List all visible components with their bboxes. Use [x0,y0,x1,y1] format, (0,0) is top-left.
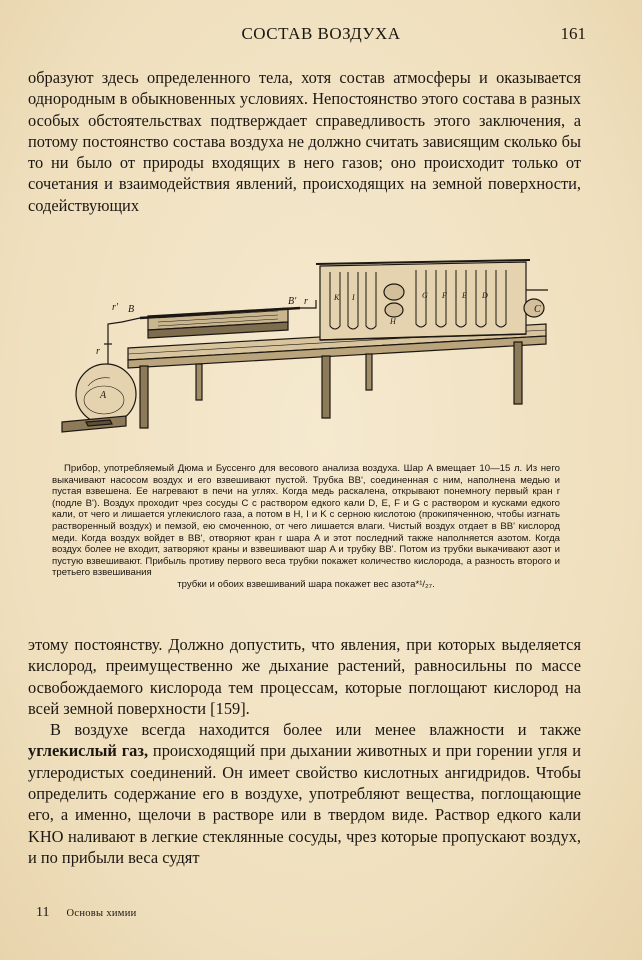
text-block-top [28,67,581,216]
label-r-left: r [96,346,100,357]
label-d: D [482,291,488,300]
p2-start: В воздухе всегда находится более или менее влажности и также [50,720,581,740]
term-carbon-dioxide: углекислый газ, [28,741,149,761]
label-r-prime: r' [112,302,119,313]
label-f: F [442,291,447,300]
caption-last-line: трубки и обоих взвешиваний шара покажет вес азота*¹/₂₇. [177,578,435,590]
book-title: Основы химии [66,908,137,919]
label-e: E [462,291,467,300]
paragraph-continuation: образуют здесь определенного тела, хотя состав атмосферы и оказывается однородным в обыкновенных условиях. Непостоянство этого состава в разных особых обстоятельствах подтверждает справедливость этого заключения, а потому постоянство состава воздуха не должно считать зависящим сколько бы то ни было от природы входящих в него газов; оно происходит только от сочетания и взаимодействия явлений, происходящих на земной поверхности, содействующих [28,68,581,215]
label-i: I [352,293,355,302]
paragraph-carbon-dioxide [28,719,581,868]
label-a: A [100,390,107,401]
apparatus-illustration [48,250,558,450]
label-c: C [534,304,541,315]
running-title: СОСТАВ ВОЗДУХА [241,24,401,43]
caption-text: Прибор, употребляемый Дюма и Буссенго для весового анализа воздуха. Шар A вмещает 10—15 л. Из него выкачивают насосом воздух и его взвешивают пустой. Трубка BB', соединенная с ним, наполнена медью и пустая взвешена. Ее нагревают в печи на углях. Когда медь раскалена, открывают понемногу первый кран r (подле B'). Воздух проходит чрез сосуды C с раствором едкого кали D, E, F и G с раствором и кусками едкого кали, от чего и лишается углекислого газа, а потом в H, I и K с серною кислотою (прокипяченною, чтобы изгнать растворенный воздух) и пемзой, ею смоченною, от чего лишается влаги. Чистый воздух отдает в BB' кислород меди. Когда воздух войдет в BB', отворяют кран r шара A и этот последний также наполняется азотом. Когда воздух более не входит, затворяют краны и взвешивают шар A и трубку BB'. Потом из трубки выкачивают азот и пустую взвешивают. Прибыль противу первого веса трубки покажет количество кислорода, а разность второго и третьего взвешивания [52,463,560,579]
signature-footer [36,905,137,921]
text-block-bottom [28,634,581,868]
label-h: H [390,317,396,326]
signature-number: 11 [36,905,50,920]
label-g: G [422,291,428,300]
p2-rest: происходящий при дыхании животных и при горении угля и углеродистых соединений. Он имеет свойство кислотных ангидридов. Чтобы определить содержание его в воздухе, употребляют вещества, поглощающие его, а именно, щелочи в растворе или в твердом виде. Раствор едкого кали KHO наливают в легкие стеклянные сосуды, чрез которые пропускают воздух, и по прибыли веса судят [28,741,582,867]
label-k: K [334,293,340,302]
label-b-prime: B' [288,296,297,307]
running-header [0,24,642,48]
page-number: 161 [560,24,586,43]
paragraph-oxygen-balance: этому постоянству. Должно допустить, что явления, при которых выделяется кислород, преимущественно же дыхание растений, равносильны по массе освобождаемого кислорода тем процессам, которые поглощают кислород на всей земной поверхности [159]. [28,635,581,718]
label-r-right: r [304,296,308,307]
figure-caption [52,463,560,591]
label-b: B [128,304,135,315]
